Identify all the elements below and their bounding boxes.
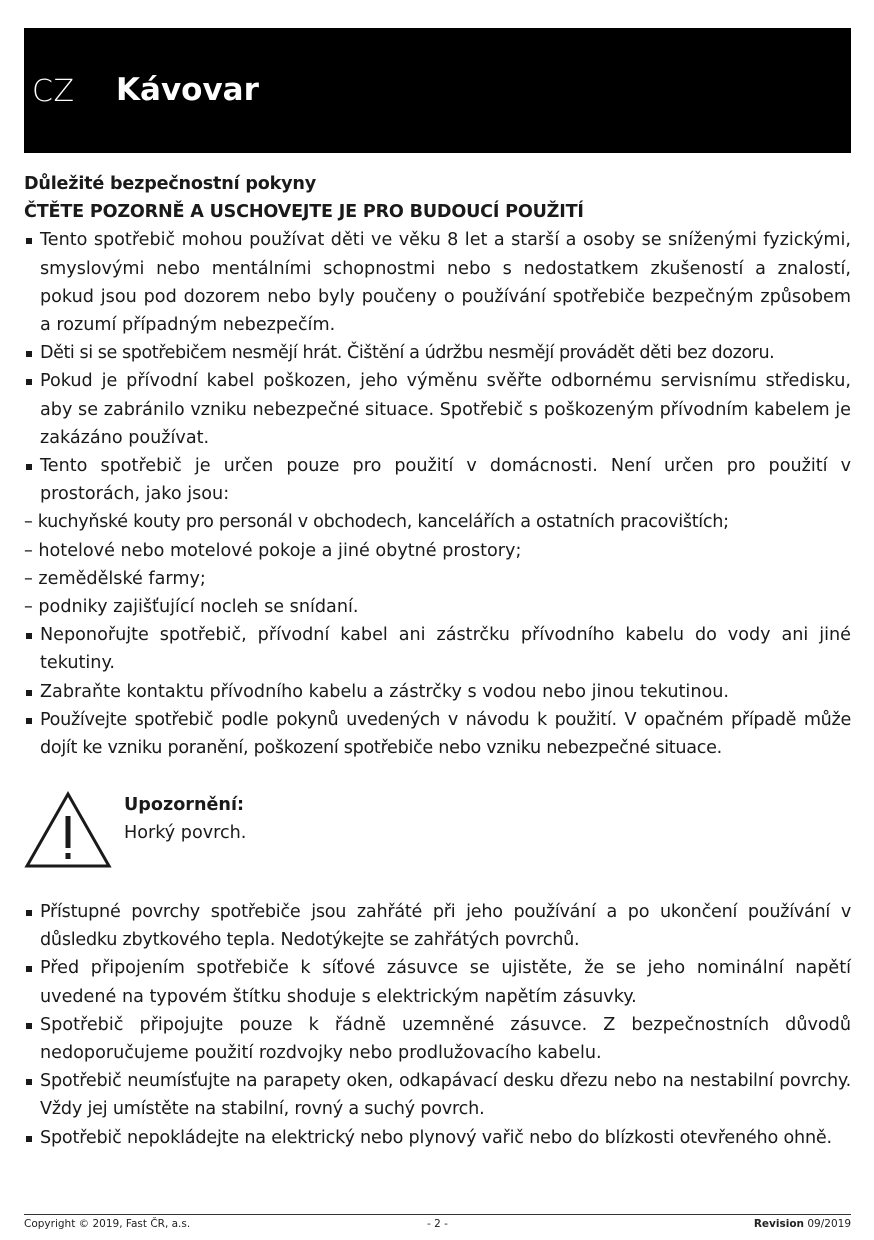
- dash-item: – podniky zajišťující nocleh se snídaní.: [24, 597, 359, 618]
- list-item: Přístupné povrchy spotřebiče jsou zahřáté při jeho používání a po ukončení používání v důsledku zbytkového tepla. Nedotýkejte se zahřátých povrchů.: [24, 898, 851, 954]
- dash-item: – hotelové nebo motelové pokoje a jiné obytné prostory;: [24, 540, 522, 561]
- dash-item: – zemědělské farmy;: [24, 568, 206, 589]
- warning-title: Upozornění:: [124, 795, 245, 815]
- list-item: Tento spotřebič je určen pouze pro použití v domácnosti. Není určen pro použití v prostorách, jako jsou:: [24, 452, 851, 508]
- list-item: Spotřebič nepokládejte na elektrický nebo plynový vařič nebo do blízkosti otevřeného ohně.: [24, 1124, 851, 1152]
- list-item: Pokud je přívodní kabel poškozen, jeho výměnu svěřte odbornému servisnímu středisku, aby se zabránilo vzniku nebezpečné situace. Spotřebič s poškozeným přívodním kabelem je zakázáno používat.: [24, 367, 851, 452]
- warning-box: [24, 788, 851, 874]
- page-number: - 2 -: [427, 1218, 448, 1230]
- list-item: Používejte spotřebič podle pokynů uvedených v návodu k použití. V opačném případě může dojít ke vzniku poranění, poškození spotřebiče nebo vzniku nebezpečné situace.: [24, 706, 851, 762]
- footer-divider: [24, 1214, 851, 1215]
- list-item: Spotřebič neumísťujte na parapety oken, odkapávací desku dřezu nebo na nestabilní povrchy. Vždy jej umístěte na stabilní, rovný a suchý povrch.: [24, 1067, 851, 1123]
- read-carefully-heading: ČTĚTE POZORNĚ A USCHOVEJTE JE PRO BUDOUCÍ POUŽITÍ: [24, 202, 584, 223]
- list-item: Spotřebič připojujte pouze k řádně uzemněné zásuvce. Z bezpečnostních důvodů nedoporučujeme použití rozdvojky nebo prodlužovacího kabelu.: [24, 1011, 851, 1067]
- page-header: [24, 28, 851, 153]
- list-item: Neponořujte spotřebič, přívodní kabel ani zástrčku přívodního kabelu do vody ani jiné tekutiny.: [24, 621, 851, 677]
- safety-section: [24, 170, 851, 762]
- warning-text: Horký povrch.: [124, 823, 247, 843]
- revision: [754, 1218, 851, 1230]
- list-item: Děti si se spotřebičem nesmějí hrát. Čištění a údržbu nesmějí provádět děti bez dozoru.: [24, 339, 851, 367]
- list-item: Zabraňte kontaktu přívodního kabelu a zástrčky s vodou nebo jinou tekutinou.: [24, 678, 851, 706]
- usage-section: [24, 898, 851, 1152]
- list-item: Tento spotřebič mohou používat děti ve věku 8 let a starší a osoby se sníženými fyzickými, smyslovými nebo mentálními schopnostmi nebo s nedostatkem zkušeností a znalostí, pokud jsou pod dozorem nebo byly poučeny o používání spotřebiče bezpečným způsobem a rozumí případným nebezpečím.: [24, 226, 851, 339]
- revision-label: Revision: [753, 1218, 805, 1230]
- dash-item: – kuchyňské kouty pro personál v obchodech, kancelářích a ostatních pracovištích;: [24, 512, 729, 533]
- list-item: Před připojením spotřebiče k síťové zásuvce se ujistěte, že se jeho nominální napětí uvedené na typovém štítku shoduje s elektrickým napětím zásuvky.: [24, 954, 851, 1010]
- page-title: Kávovar: [116, 72, 259, 108]
- revision-value: 09/2019: [807, 1218, 851, 1230]
- language-code: CZ: [32, 74, 75, 109]
- safety-heading: Důležité bezpečnostní pokyny: [24, 174, 316, 194]
- warning-triangle-icon: [24, 790, 112, 870]
- copyright: Copyright © 2019, Fast ČR, a.s.: [24, 1218, 191, 1230]
